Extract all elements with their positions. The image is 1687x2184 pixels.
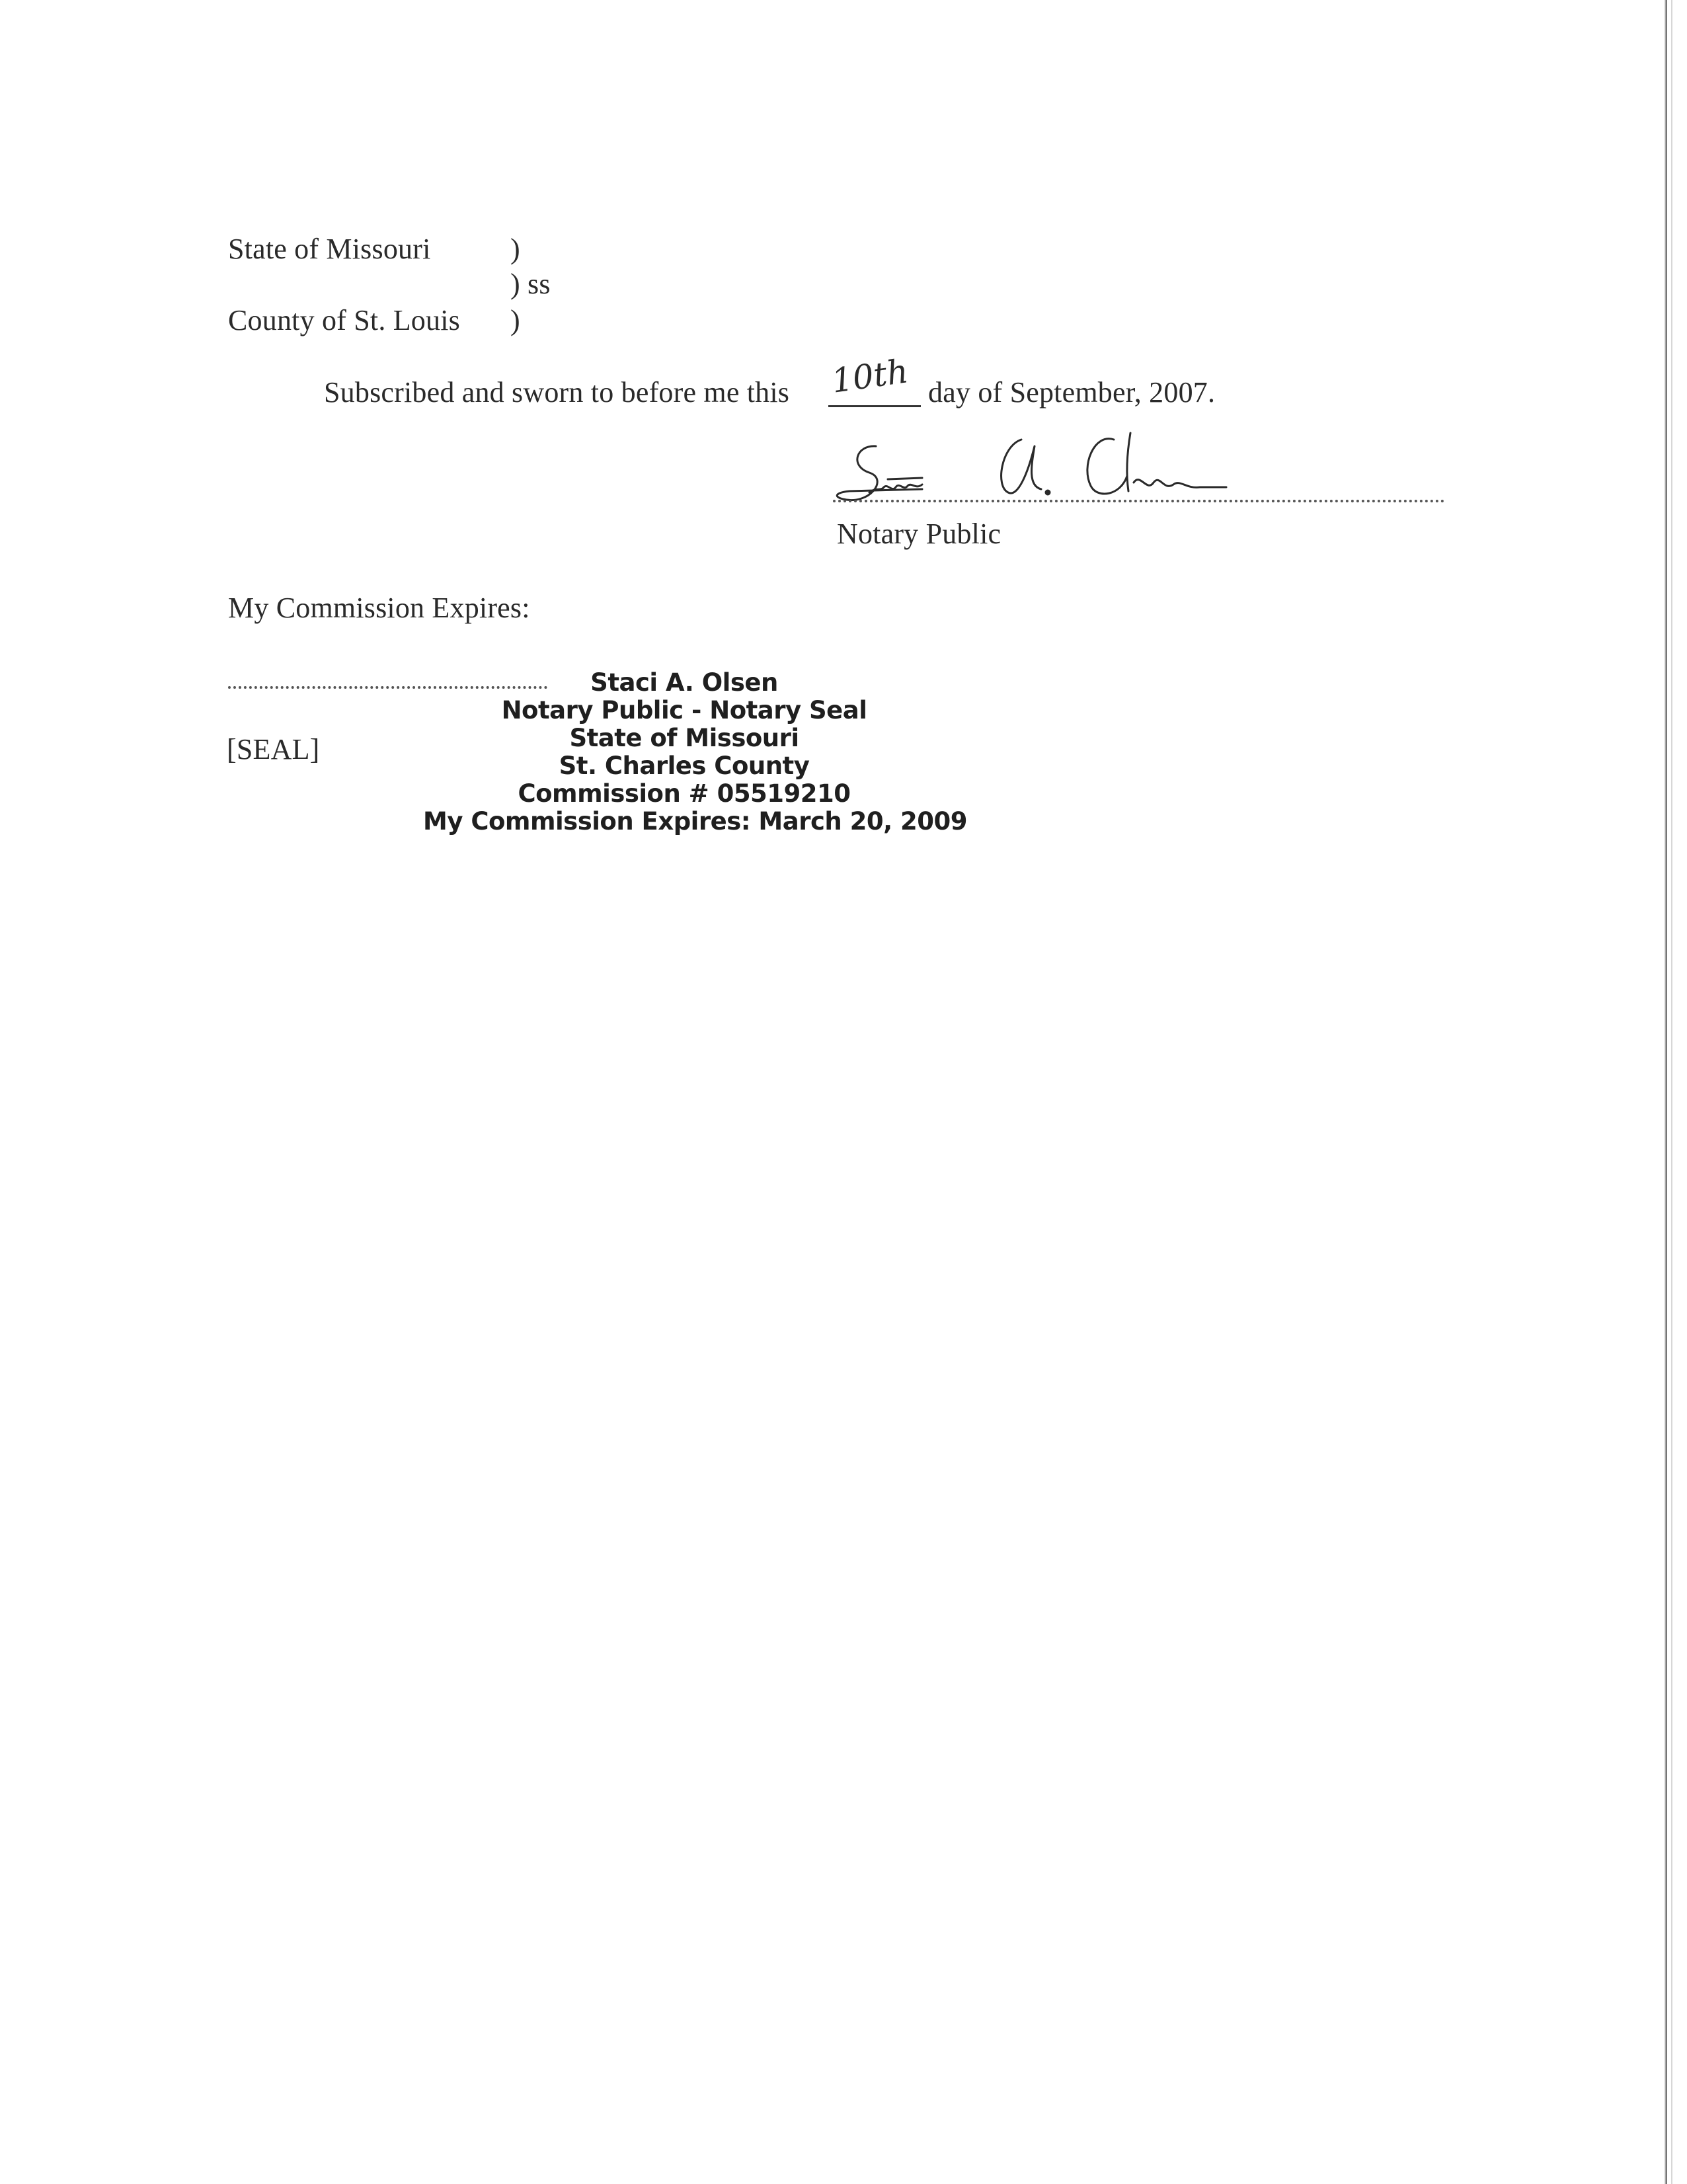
- notary-stamp: [423, 668, 967, 836]
- jurat-day-handwritten: 10th: [829, 352, 911, 401]
- venue-paren-top: ): [510, 233, 520, 265]
- signature-line: [833, 500, 1444, 502]
- venue-county: County of St. Louis: [228, 304, 460, 336]
- jurat-text-before: Subscribed and sworn to before me this: [324, 376, 790, 409]
- scan-edge-line-secondary: [1671, 0, 1672, 2184]
- stamp-title: Notary Public - Notary Seal: [501, 696, 867, 724]
- commission-expires-label: My Commission Expires:: [228, 592, 530, 624]
- venue-state: State of Missouri: [228, 233, 431, 265]
- stamp-commission-number: Commission # 05519210: [518, 779, 851, 808]
- notary-signature: [830, 426, 1253, 519]
- seal-label: [SEAL]: [227, 733, 320, 765]
- venue-paren-ss: ) ss: [510, 268, 551, 300]
- notary-public-label: Notary Public: [837, 518, 1001, 550]
- scan-edge-line: [1665, 0, 1667, 2184]
- jurat-day-blank-line: [828, 405, 921, 407]
- venue-paren-bottom: ): [510, 304, 520, 336]
- stamp-name: Staci A. Olsen: [590, 668, 778, 697]
- stamp-state: State of Missouri: [569, 724, 799, 752]
- stamp-county: St. Charles County: [559, 752, 810, 780]
- jurat-text-after: day of September, 2007.: [928, 376, 1216, 409]
- stamp-expires: My Commission Expires: March 20, 2009: [423, 807, 967, 836]
